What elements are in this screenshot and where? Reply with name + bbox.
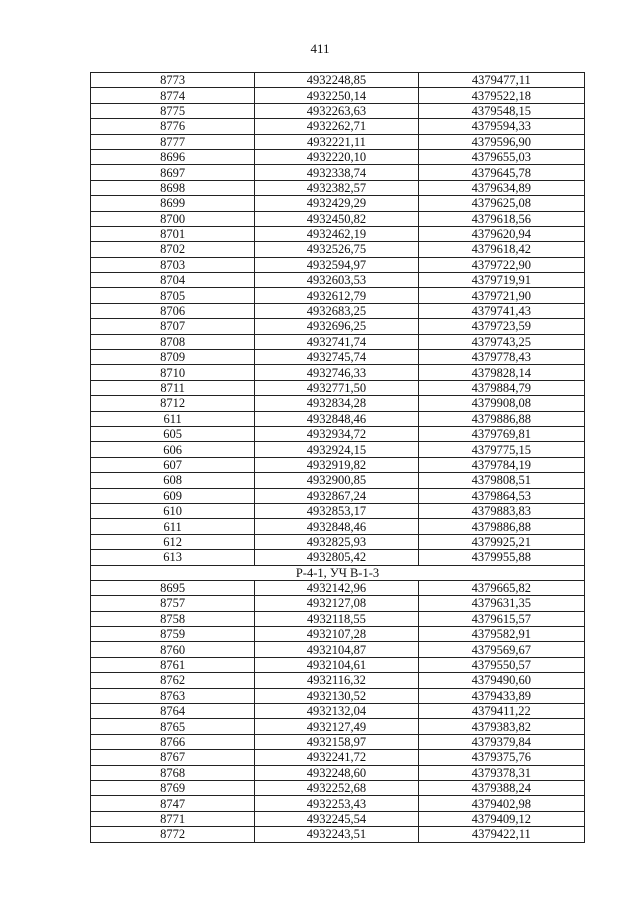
x-coordinate: 4932241,72 <box>255 750 418 765</box>
point-number: 8747 <box>91 796 255 811</box>
y-coordinate: 4379721,90 <box>418 288 584 303</box>
x-coordinate: 4932127,08 <box>255 596 418 611</box>
point-number: 609 <box>91 488 255 503</box>
x-coordinate: 4932771,50 <box>255 380 418 395</box>
x-coordinate: 4932252,68 <box>255 780 418 795</box>
table-row <box>91 442 585 457</box>
point-number: 8702 <box>91 242 255 257</box>
point-number: 607 <box>91 457 255 472</box>
table-row <box>91 550 585 565</box>
table-row <box>91 765 585 780</box>
x-coordinate: 4932848,46 <box>255 519 418 534</box>
point-number: 8705 <box>91 288 255 303</box>
x-coordinate: 4932848,46 <box>255 411 418 426</box>
x-coordinate: 4932104,87 <box>255 642 418 657</box>
point-number: 611 <box>91 519 255 534</box>
x-coordinate: 4932612,79 <box>255 288 418 303</box>
x-coordinate: 4932253,43 <box>255 796 418 811</box>
x-coordinate: 4932104,61 <box>255 657 418 672</box>
y-coordinate: 4379778,43 <box>418 350 584 365</box>
point-number: 8765 <box>91 719 255 734</box>
table-row <box>91 226 585 241</box>
point-number: 8774 <box>91 88 255 103</box>
y-coordinate: 4379634,89 <box>418 180 584 195</box>
y-coordinate: 4379582,91 <box>418 627 584 642</box>
page-number: 411 <box>310 41 330 56</box>
x-coordinate: 4932924,15 <box>255 442 418 457</box>
x-coordinate: 4932248,60 <box>255 765 418 780</box>
y-coordinate: 4379522,18 <box>418 88 584 103</box>
table-row <box>91 503 585 518</box>
table-row <box>91 149 585 164</box>
table-row <box>91 796 585 811</box>
x-coordinate: 4932934,72 <box>255 426 418 441</box>
point-number: 8761 <box>91 657 255 672</box>
point-number: 8777 <box>91 134 255 149</box>
table-row <box>91 704 585 719</box>
table-row <box>91 380 585 395</box>
point-number: 8697 <box>91 165 255 180</box>
point-number: 8757 <box>91 596 255 611</box>
y-coordinate: 4379378,31 <box>418 765 584 780</box>
y-coordinate: 4379908,08 <box>418 396 584 411</box>
x-coordinate: 4932382,57 <box>255 180 418 195</box>
point-number: 8711 <box>91 380 255 395</box>
table-row <box>91 611 585 626</box>
x-coordinate: 4932130,52 <box>255 688 418 703</box>
x-coordinate: 4932594,97 <box>255 257 418 272</box>
y-coordinate: 4379645,78 <box>418 165 584 180</box>
x-coordinate: 4932263,63 <box>255 103 418 118</box>
point-number: 612 <box>91 534 255 549</box>
y-coordinate: 4379375,76 <box>418 750 584 765</box>
x-coordinate: 4932919,82 <box>255 457 418 472</box>
x-coordinate: 4932741,74 <box>255 334 418 349</box>
table-row <box>91 519 585 534</box>
y-coordinate: 4379548,15 <box>418 103 584 118</box>
point-number: 613 <box>91 550 255 565</box>
x-coordinate: 4932900,85 <box>255 473 418 488</box>
y-coordinate: 4379886,88 <box>418 519 584 534</box>
x-coordinate: 4932526,75 <box>255 242 418 257</box>
y-coordinate: 4379618,56 <box>418 211 584 226</box>
point-number: 8712 <box>91 396 255 411</box>
point-number: 8769 <box>91 780 255 795</box>
point-number: 8709 <box>91 350 255 365</box>
y-coordinate: 4379665,82 <box>418 580 584 595</box>
point-number: 8704 <box>91 273 255 288</box>
x-coordinate: 4932834,28 <box>255 396 418 411</box>
table-row <box>91 426 585 441</box>
y-coordinate: 4379402,98 <box>418 796 584 811</box>
table-row <box>91 165 585 180</box>
point-number: 8699 <box>91 196 255 211</box>
y-coordinate: 4379775,15 <box>418 442 584 457</box>
table-row <box>91 365 585 380</box>
table-row <box>91 411 585 426</box>
point-number: 8698 <box>91 180 255 195</box>
table-row <box>91 580 585 595</box>
x-coordinate: 4932220,10 <box>255 149 418 164</box>
y-coordinate: 4379383,82 <box>418 719 584 734</box>
point-number: 8708 <box>91 334 255 349</box>
table-row <box>91 657 585 672</box>
table-row <box>91 134 585 149</box>
x-coordinate: 4932683,25 <box>255 303 418 318</box>
x-coordinate: 4932243,51 <box>255 827 418 842</box>
table-row <box>91 119 585 134</box>
table-row <box>91 196 585 211</box>
x-coordinate: 4932132,04 <box>255 704 418 719</box>
point-number: 8763 <box>91 688 255 703</box>
x-coordinate: 4932107,28 <box>255 627 418 642</box>
point-number: 8696 <box>91 149 255 164</box>
point-number: 8695 <box>91 580 255 595</box>
y-coordinate: 4379741,43 <box>418 303 584 318</box>
y-coordinate: 4379594,33 <box>418 119 584 134</box>
section-title: Р-4-1, УЧ В-1-3 <box>91 565 585 580</box>
y-coordinate: 4379723,59 <box>418 319 584 334</box>
y-coordinate: 4379388,24 <box>418 780 584 795</box>
point-number: 8767 <box>91 750 255 765</box>
point-number: 8762 <box>91 673 255 688</box>
table-row <box>91 457 585 472</box>
x-coordinate: 4932746,33 <box>255 365 418 380</box>
table-row <box>91 473 585 488</box>
point-number: 610 <box>91 503 255 518</box>
x-coordinate: 4932603,53 <box>255 273 418 288</box>
table-row <box>91 488 585 503</box>
table-row <box>91 780 585 795</box>
y-coordinate: 4379490,60 <box>418 673 584 688</box>
y-coordinate: 4379411,22 <box>418 704 584 719</box>
table-row <box>91 734 585 749</box>
table-row <box>91 211 585 226</box>
point-number: 8776 <box>91 119 255 134</box>
y-coordinate: 4379422,11 <box>418 827 584 842</box>
point-number: 8707 <box>91 319 255 334</box>
y-coordinate: 4379596,90 <box>418 134 584 149</box>
y-coordinate: 4379884,79 <box>418 380 584 395</box>
x-coordinate: 4932142,96 <box>255 580 418 595</box>
point-number: 611 <box>91 411 255 426</box>
point-number: 8760 <box>91 642 255 657</box>
table-row <box>91 827 585 842</box>
point-number: 8710 <box>91 365 255 380</box>
table-row <box>91 103 585 118</box>
coordinates-table <box>90 72 585 843</box>
y-coordinate: 4379828,14 <box>418 365 584 380</box>
table-row <box>91 396 585 411</box>
x-coordinate: 4932248,85 <box>255 73 418 88</box>
point-number: 8773 <box>91 73 255 88</box>
y-coordinate: 4379719,91 <box>418 273 584 288</box>
y-coordinate: 4379569,67 <box>418 642 584 657</box>
x-coordinate: 4932462,19 <box>255 226 418 241</box>
table-row <box>91 688 585 703</box>
point-number: 8701 <box>91 226 255 241</box>
y-coordinate: 4379477,11 <box>418 73 584 88</box>
x-coordinate: 4932245,54 <box>255 811 418 826</box>
y-coordinate: 4379409,12 <box>418 811 584 826</box>
table-row <box>91 88 585 103</box>
x-coordinate: 4932853,17 <box>255 503 418 518</box>
x-coordinate: 4932867,24 <box>255 488 418 503</box>
y-coordinate: 4379433,89 <box>418 688 584 703</box>
x-coordinate: 4932221,11 <box>255 134 418 149</box>
x-coordinate: 4932825,93 <box>255 534 418 549</box>
x-coordinate: 4932118,55 <box>255 611 418 626</box>
table-row <box>91 73 585 88</box>
y-coordinate: 4379864,53 <box>418 488 584 503</box>
y-coordinate: 4379769,81 <box>418 426 584 441</box>
point-number: 8766 <box>91 734 255 749</box>
table-row <box>91 534 585 549</box>
point-number: 8706 <box>91 303 255 318</box>
y-coordinate: 4379743,25 <box>418 334 584 349</box>
x-coordinate: 4932262,71 <box>255 119 418 134</box>
point-number: 8768 <box>91 765 255 780</box>
point-number: 8700 <box>91 211 255 226</box>
x-coordinate: 4932696,25 <box>255 319 418 334</box>
point-number: 8759 <box>91 627 255 642</box>
y-coordinate: 4379550,57 <box>418 657 584 672</box>
x-coordinate: 4932805,42 <box>255 550 418 565</box>
section-header-row <box>91 565 585 580</box>
table-row <box>91 750 585 765</box>
table-row <box>91 627 585 642</box>
table-row <box>91 257 585 272</box>
y-coordinate: 4379883,83 <box>418 503 584 518</box>
point-number: 8703 <box>91 257 255 272</box>
point-number: 8771 <box>91 811 255 826</box>
table-row <box>91 811 585 826</box>
table-row <box>91 719 585 734</box>
x-coordinate: 4932338,74 <box>255 165 418 180</box>
y-coordinate: 4379618,42 <box>418 242 584 257</box>
y-coordinate: 4379722,90 <box>418 257 584 272</box>
point-number: 8764 <box>91 704 255 719</box>
table-row <box>91 319 585 334</box>
y-coordinate: 4379655,03 <box>418 149 584 164</box>
x-coordinate: 4932429,29 <box>255 196 418 211</box>
y-coordinate: 4379925,21 <box>418 534 584 549</box>
table-row <box>91 273 585 288</box>
y-coordinate: 4379615,57 <box>418 611 584 626</box>
x-coordinate: 4932116,32 <box>255 673 418 688</box>
table-row <box>91 642 585 657</box>
table-row <box>91 596 585 611</box>
table-row <box>91 334 585 349</box>
table-row <box>91 180 585 195</box>
point-number: 8758 <box>91 611 255 626</box>
x-coordinate: 4932450,82 <box>255 211 418 226</box>
table-row <box>91 288 585 303</box>
x-coordinate: 4932127,49 <box>255 719 418 734</box>
point-number: 606 <box>91 442 255 457</box>
y-coordinate: 4379620,94 <box>418 226 584 241</box>
table-row <box>91 303 585 318</box>
x-coordinate: 4932250,14 <box>255 88 418 103</box>
y-coordinate: 4379784,19 <box>418 457 584 472</box>
y-coordinate: 4379808,51 <box>418 473 584 488</box>
table-row <box>91 242 585 257</box>
point-number: 8775 <box>91 103 255 118</box>
y-coordinate: 4379886,88 <box>418 411 584 426</box>
x-coordinate: 4932745,74 <box>255 350 418 365</box>
table-row <box>91 673 585 688</box>
y-coordinate: 4379955,88 <box>418 550 584 565</box>
point-number: 608 <box>91 473 255 488</box>
x-coordinate: 4932158,97 <box>255 734 418 749</box>
y-coordinate: 4379379,84 <box>418 734 584 749</box>
point-number: 605 <box>91 426 255 441</box>
point-number: 8772 <box>91 827 255 842</box>
y-coordinate: 4379631,35 <box>418 596 584 611</box>
table-row <box>91 350 585 365</box>
y-coordinate: 4379625,08 <box>418 196 584 211</box>
